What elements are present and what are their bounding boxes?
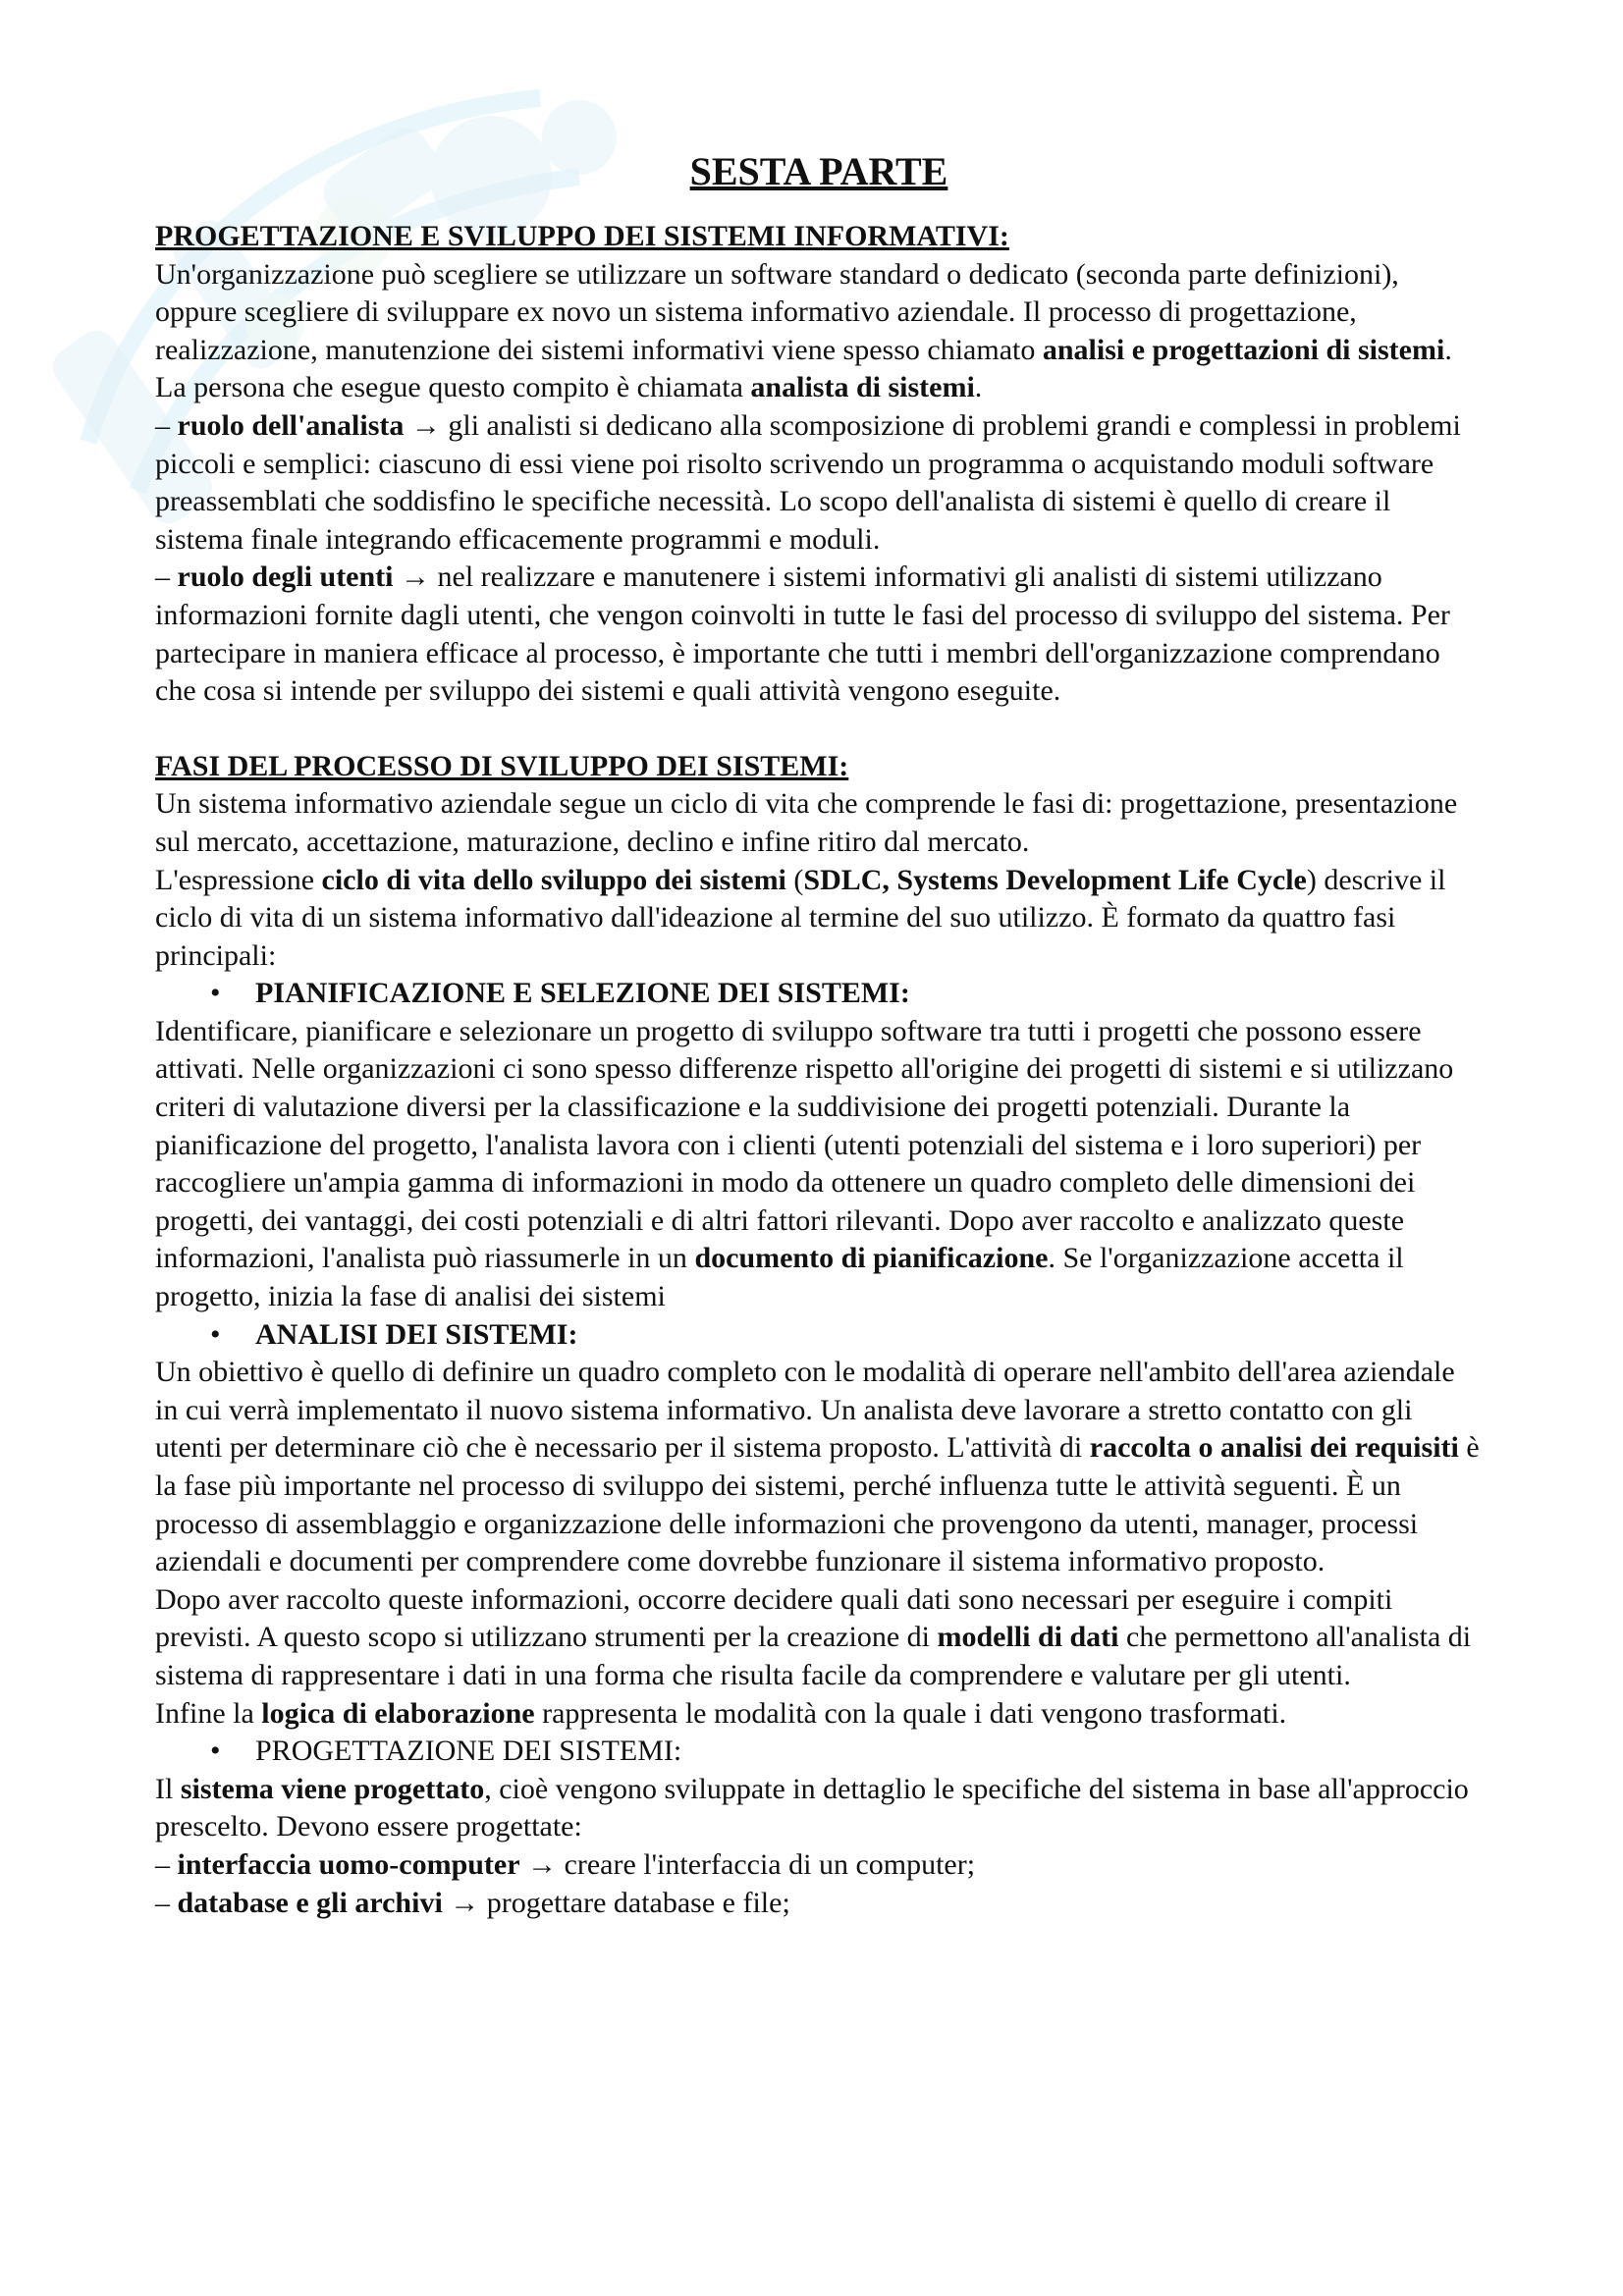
text-run: . Se l'organizzazione accetta il progetto, inizia la fase di analisi dei sistemi [155,1242,1404,1313]
bold-term: ruolo degli utenti → [177,561,431,594]
text-run: gli analisti si dedicano alla scomposizione di problemi grandi e complessi in problemi piccoli e semplici: ciascuno di essi viene poi risolto scrivendo un programma o acquistando moduli software preassemblati che soddisfino le specifiche necessità. Lo scopo dell'analista di sistemi è quello di creare il sistema finale integrando efficacemente programmi e moduli. [155,408,1461,556]
bullet-label: PIANIFICAZIONE E SELEZIONE DEI SISTEMI: [255,977,910,1010]
paragraph-analisi [155,1354,1483,1581]
text-run: è la fase più importante nel processo di sviluppo dei sistemi, perché influenza tutte le attività seguenti. È un processo di assemblaggio e organizzazione delle informazioni che provengono da utenti, manager, processi aziendali e documenti per comprendere come dovrebbe funzionare il sistema informativo proposto. [155,1431,1480,1578]
bullet-icon: • [210,977,221,1010]
bold-term: raccolta o analisi dei requisiti [1089,1431,1459,1465]
bullet-pianificazione [155,975,1483,1013]
text-run: L'espressione [155,863,322,896]
text-run: → creare l'interfaccia di un computer; [519,1847,976,1881]
paragraph-ciclo-vita: Un sistema informativo aziendale segue un ciclo di vita che comprende le fasi di: progettazione, presentazione sul mercato, accettazione, maturazione, declino e infine ritiro dal mercato. [155,787,1458,858]
section-heading-progettazione: PROGETTAZIONE E SVILUPPO DEI SISTEMI INFORMATIVI: [155,220,1009,252]
spacer [155,711,1483,748]
text-run: , cioè vengono sviluppate in dettaglio le specifiche del sistema in base all'approccio prescelto. Devono essere progettate: [155,1772,1469,1843]
paragraph-database [155,1885,1483,1923]
bold-term: analisi e progettazioni di sistemi [1042,333,1445,366]
bullet-icon: • [210,1317,221,1351]
dash: – [155,408,178,442]
bullet-label: ANALISI DEI SISTEMI: [255,1317,578,1351]
bullet-progettazione [155,1733,1483,1771]
bold-term: ciclo di vita dello sviluppo dei sistemi [321,863,786,896]
paragraph-modelli-dati [155,1581,1483,1695]
text-run: Infine la [155,1696,262,1730]
bullet-analisi [155,1316,1483,1355]
text-run: nel realizzare e manutenere i sistemi informativi gli analisti di sistemi utilizzano informazioni fornite dagli utenti, che vengon coinvolti in tutte le fasi del processo di sviluppo del sistema. Per partecipare in maniera efficace al processo, è importante che tutti i membri dell'organizzazione comprendano che cosa si intende per sviluppo dei sistemi e quali attività vengono eseguite. [155,561,1450,708]
text-run: Il [155,1772,181,1805]
bold-term: logica di elaborazione [261,1696,535,1730]
bold-term: SDLC, Systems Development Life Cycle [803,863,1307,896]
paragraph-ruolo-analista [155,407,1483,559]
paragraph-sdlc [155,862,1483,976]
page-title: SESTA PARTE [689,149,948,193]
paragraph-intro [155,256,1483,407]
paragraph-logica-elaborazione [155,1695,1483,1734]
bold-term: analista di sistemi [750,371,975,404]
bold-term: modelli di dati [937,1621,1119,1654]
text-run: Identificare, pianificare e selezionare un progetto di sviluppo software tra tutti i progetti che possono essere attivati. Nelle organizzazioni ci sono spesso differenze rispetto all'origine dei progetti di sistemi e si utilizzano criteri di valutazione diversi per la classificazione e la suddivisione dei progetti potenziali. Durante la pianificazione del progetto, l'analista lavora con i clienti (utenti potenziali del sistema e i loro superiori) per raccogliere un'ampia gamma di informazioni in modo da ottenere un quadro completo delle dimensioni dei progetti, dei vantaggi, dei costi potenziali e di altri fattori rilevanti. Dopo aver raccolto e analizzato queste informazioni, l'analista può riassumerle in un [155,1014,1454,1275]
bullet-icon: • [210,1735,221,1768]
paragraph-pianificazione [155,1013,1483,1316]
bullet-label: PROGETTAZIONE DEI SISTEMI: [255,1735,682,1768]
text-run: Dopo aver raccolto queste informazioni, occorre decidere quali dati sono necessari per eseguire i compiti previsti. A questo scopo si utilizzano strumenti per la creazione di [155,1582,1393,1654]
dash: – [155,1847,178,1881]
text-run: Un obiettivo è quello di definire un quadro completo con le modalità di operare nell'ambito dell'area aziendale in cui verrà implementato il nuovo sistema informativo. Un analista deve lavorare a stretto contatto con gli utenti per determinare ciò che è necessario per il sistema proposto. L'attività di [155,1356,1455,1465]
document-page [155,147,1483,1922]
text-run: ( [785,863,804,896]
section-heading-fasi: FASI DEL PROCESSO DI SVILUPPO DEI SISTEMI: [155,749,849,782]
dash: – [155,1886,178,1919]
paragraph-progettazione [155,1771,1483,1846]
text-run: . La persona che esegue questo compito è chiamata [155,333,1452,404]
dash: – [155,561,178,594]
text-run: → progettare database e file; [442,1886,790,1919]
bold-term: ruolo dell'analista → [177,408,441,442]
bold-term: database e gli archivi [177,1886,443,1919]
text-run: ) descrive il ciclo di vita di un sistema informativo dall'ideazione al termine del suo utilizzo. È formato da quattro fasi principali: [155,863,1446,972]
text-run: Un'organizzazione può scegliere se utilizzare un software standard o dedicato (seconda parte definizioni), oppure scegliere di sviluppare ex novo un sistema informativo aziendale. Il processo di progettazione, realizzazione, manutenzione dei sistemi informativi viene spesso chiamato [155,257,1399,366]
bold-term: sistema viene progettato [180,1772,485,1805]
bold-term: documento di pianificazione [694,1242,1049,1275]
text-run: rappresenta le modalità con la quale i dati vengono trasformati. [534,1696,1287,1730]
paragraph-interfaccia [155,1846,1483,1885]
text-run: . [974,371,983,404]
bold-term: interfaccia uomo-computer [177,1847,520,1881]
text-run: che permettono all'analista di sistema di rappresentare i dati in una forma che risulta facile da comprendere e valutare per gli utenti. [155,1621,1472,1691]
paragraph-ruolo-utenti [155,559,1483,710]
